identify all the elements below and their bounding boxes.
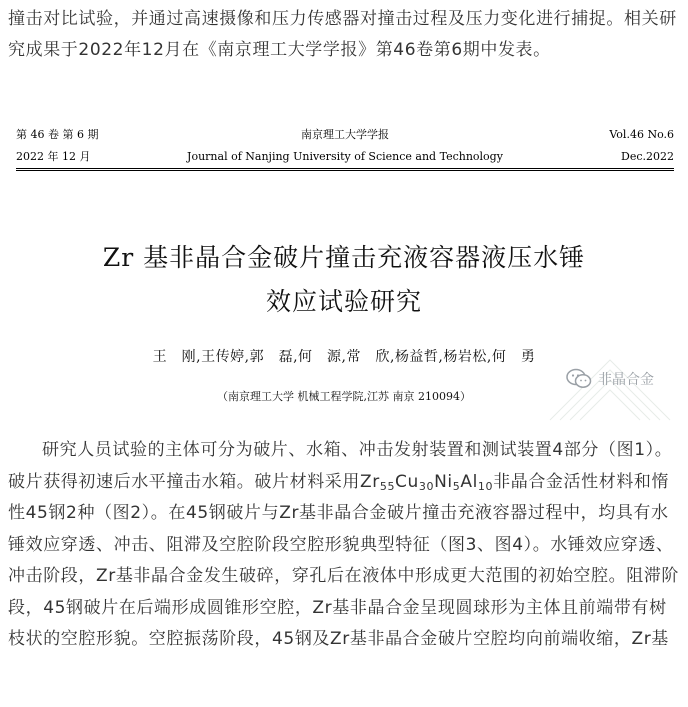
date-cn: 2022 年 12 月 bbox=[16, 150, 91, 163]
subscript-cu: 30 bbox=[418, 479, 435, 493]
watermark bbox=[566, 368, 654, 390]
main-text-part-1: 研究人员试验的主体可分为破片、水箱、冲击发射装置和测试装置4部分（图1）。破片获得初速后水平撞击水箱。破片材料采用Zr bbox=[8, 440, 673, 492]
journal-header bbox=[16, 126, 674, 170]
element-al: Al bbox=[460, 471, 478, 492]
wechat-icon bbox=[566, 368, 592, 390]
intro-paragraph: 撞击对比试验，并通过高速摄像和压力传感器对撞击过程及压力变化进行捕捉。相关研究成果于2022年12月在《南京理工大学学报》第46卷第6期中发表。 bbox=[8, 9, 677, 60]
main-paragraph bbox=[8, 435, 684, 656]
paper-title-line-2: 效应试验研究 bbox=[265, 287, 422, 316]
volume-issue-en: Vol.46 No.6 bbox=[609, 128, 674, 141]
volume-issue-cn: 第 46 卷 第 6 期 bbox=[16, 128, 99, 141]
paper-authors: 王 刚,王传婷,郭 磊,何 源,常 欣,杨益哲,杨岩松,何 勇 bbox=[152, 349, 536, 365]
paper-affiliation: （南京理工大学 机械工程学院,江苏 南京 210094） bbox=[217, 390, 471, 403]
header-divider bbox=[16, 168, 674, 171]
subscript-zr: 55 bbox=[379, 479, 396, 493]
main-text-part-2: 非晶合金活性材料和惰性45钢2种（图2）。在45钢破片与Zr基非晶合金破片撞击充液容器过程中，均具有水锤效应穿透、冲击、阻滞及空腔阶段空腔形貌典型特征（图3、图4）。水锤效应穿透、冲击阶段，Zr基非晶合金发生破碎，穿孔后在液体中形成更大范围的初始空腔。阻滞阶段，45钢破片在后端形成圆锥形空腔，Zr基非晶合金呈现圆球形为主体且前端带有树枝状的空腔形貌。空腔振荡阶段，45钢及Zr基非晶合金破片空腔均向前端收缩，Zr基 bbox=[8, 471, 680, 649]
date-en: Dec.2022 bbox=[621, 150, 674, 163]
journal-name-cn: 南京理工大学学报 bbox=[301, 128, 389, 141]
journal-name-en: Journal of Nanjing University of Science and Technology bbox=[187, 150, 503, 163]
element-ni: Ni bbox=[434, 471, 453, 492]
subscript-ni: 5 bbox=[452, 479, 461, 493]
element-cu: Cu bbox=[395, 471, 419, 492]
paper-title-line-1: Zr 基非晶合金破片撞击充液容器液压水锤 bbox=[102, 243, 586, 272]
subscript-al: 10 bbox=[477, 479, 494, 493]
watermark-label: 非晶合金 bbox=[598, 372, 654, 388]
